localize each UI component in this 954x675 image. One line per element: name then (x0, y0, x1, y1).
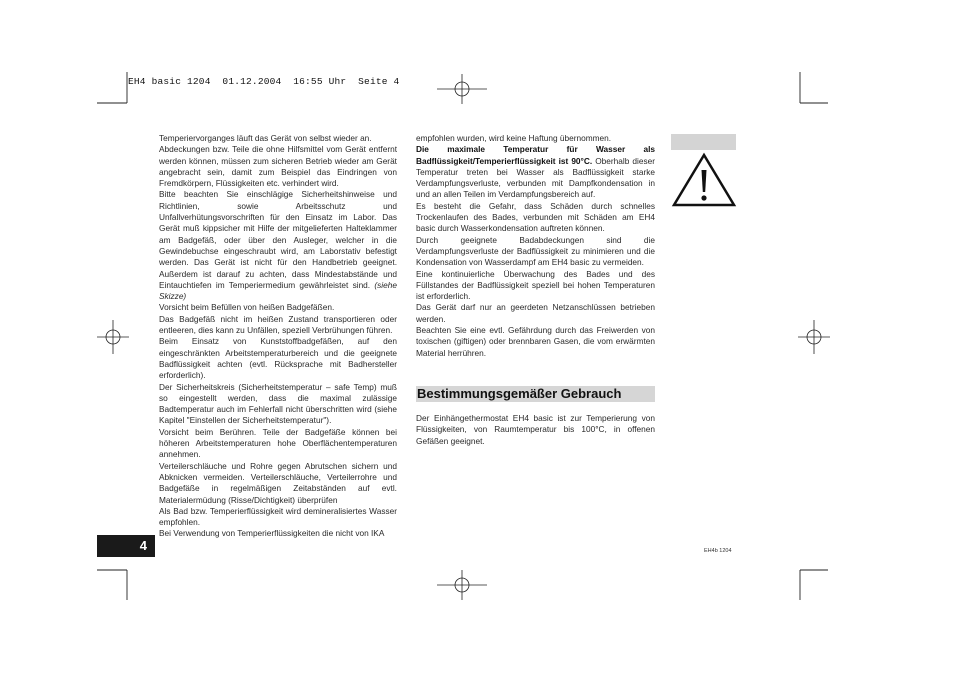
footer-code: EH4b 1204 (704, 548, 732, 554)
paragraph: Der Sicherheitskreis (Sicherheitstemperatur – safe Temp) muß so eingestellt werden, dass die maximal zulässige Badtemperatur auch im Fehlerfall nicht überschritten wird (siehe Kapitel "Einstellen der Sicherheitstemperatur"). (159, 381, 397, 426)
registration-mark-icon (437, 570, 487, 600)
left-column (159, 133, 397, 540)
paragraph: Beim Einsatz von Kunststoffbadgefäßen, auf den eingeschränkten Arbeitstemperaturbereich und die geeignete Badflüssigkeit achten (evtl. Rücksprache mit Badhersteller erforderlich). (159, 336, 397, 381)
registration-mark-icon (798, 320, 830, 354)
section-heading: Bestimmungsgemäßer Gebrauch (416, 386, 655, 402)
paragraph: empfohlen wurden, wird keine Haftung übernommen. (416, 133, 612, 143)
paragraph (159, 189, 397, 302)
paragraph: Vorsicht beim Befüllen von heißen Badgefäßen. (159, 302, 335, 313)
paragraph: Es besteht die Gefahr, dass Schäden durch schnelles Trockenlaufen des Bades, verbunden mit Schäden am EH4 basic durch Wasserkondensation auftreten können. (416, 200, 655, 234)
paragraph: Verteilerschläuche und Rohre gegen Abrutschen sichern und Abknicken vermeiden. Verteilerschläuche, Verteilerrohre und Badgefäße in regelmäßigen Zeitabständen auf evtl. Materialermüdung (Risse/Dichtigkeit) überprüfen (159, 460, 397, 505)
paragraph: Das Gerät darf nur an geerdeten Netzanschlüssen betrieben werden. (416, 302, 655, 324)
paragraph: Eine kontinuierliche Überwachung des Bades und des Füllstandes der Badflüssigkeit speziell bei hohen Temperaturen ist erforderlich. (416, 268, 655, 302)
paragraph: Der Einhängethermostat EH4 basic ist zur Temperierung von Flüssigkeiten, von Raumtemperatur bis 100°C, in offenen Gefäßen geeignet. (416, 413, 655, 446)
section-text (416, 413, 655, 447)
margin-bar (671, 134, 736, 150)
registration-mark-icon (97, 320, 129, 354)
paragraph: Bei Verwendung von Temperierflüssigkeiten die nicht von IKA (159, 528, 385, 539)
paragraph: Abdeckungen bzw. Teile die ohne Hilfsmittel vom Gerät entfernt werden können, müssen zum sicheren Betrieb wieder am Gerät angebracht sein, damit zum Beispiel das Eindringen von Fremdkörpern, Flüssigkeiten etc. verhindert wird. (159, 144, 397, 189)
right-column (416, 133, 655, 359)
paragraph (416, 144, 655, 200)
registration-mark-icon (437, 74, 487, 104)
page-number-tab: 4 (97, 535, 155, 557)
sketch-reference: (siehe Skizze) (159, 279, 397, 302)
paragraph: Beachten Sie eine evtl. Gefährdung durch das Freiwerden von toxischen (giftigen) oder brennbaren Gasen, die vom erwärmten Material herrühren. (416, 325, 655, 358)
paragraph: Das Badgefäß nicht im heißen Zustand transportieren oder entleeren, dies kann zu Unfällen, speziell Verbrühungen führen. (159, 313, 397, 336)
paragraph: Temperiervorganges läuft das Gerät von selbst wieder an. (159, 133, 372, 143)
paragraph: Als Bad bzw. Temperierflüssigkeit wird demineralisiertes Wasser empfohlen. (159, 505, 397, 528)
warning-triangle-icon (671, 152, 737, 208)
max-temperature-note: Die maximale Temperatur für Wasser als Badflüssigkeit/Temperierflüssigkeit ist 90°C. (416, 144, 655, 166)
paragraph-text: Oberhalb dieser Temperatur treten bei Wasser als Badflüssigkeit starke Verdampfungsverluste, verbunden mit Dampfkondensation in und an allen Teilen im Verdampfungsbereich auf. (416, 155, 655, 200)
paragraph: Vorsicht beim Berühren. Teile der Badgefäße können bei höheren Arbeitstemperaturen hohe Oberflächentemperaturen annehmen. (159, 426, 397, 460)
paragraph-text: Bitte beachten Sie einschlägige Sicherheitshinweise und Richtlinien, sowie Arbeitsschutz und Unfallverhütungsvorschriften für den Einsatz im Labor. Das Gerät muß kippsicher mit Hilfe der mitgelieferten Halteklammer am Badgefäß, oder über den Ausleger, welcher in die Gewindebuchse eingeschraubt wird, am Laborstativ befestigt werden. Das Gerät ist nicht für den Handbetrieb geeignet. Außerdem ist darauf zu achten, dass Mindestabstände und Eintauchtiefen im Temperiermedium gewährleistet sind. (159, 189, 397, 290)
print-slug: EH4 basic 1204 01.12.2004 16:55 Uhr Seite 4 (128, 76, 400, 87)
paragraph: Durch geeignete Badabdeckungen sind die Verdampfungsverluste der Badflüssigkeit zu minimieren und die Kondensation von Wasserdampf am EH4 basic zu vermeiden. (416, 234, 655, 268)
